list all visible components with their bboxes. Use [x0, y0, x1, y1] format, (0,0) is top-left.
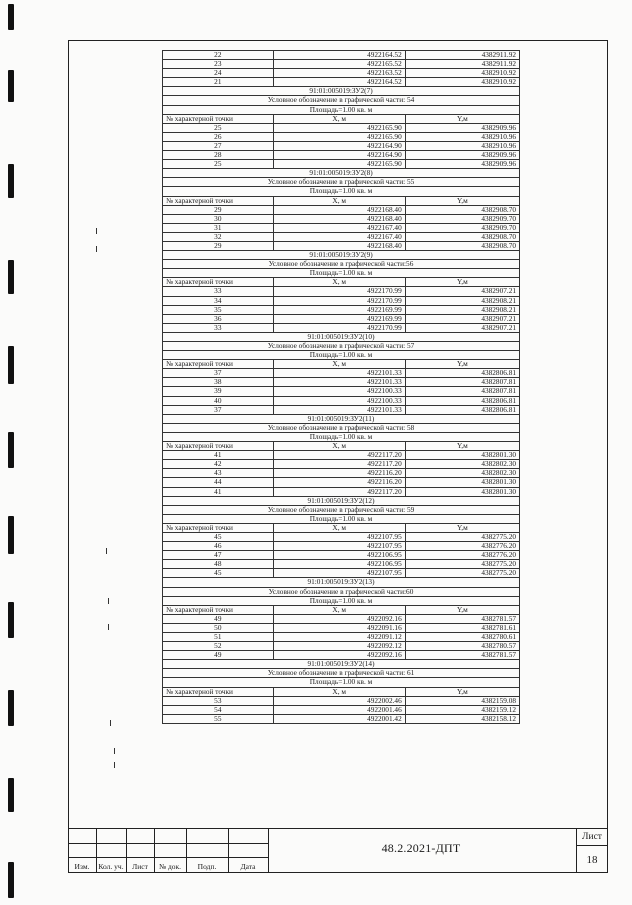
- point-number: 30: [163, 214, 274, 223]
- x-coordinate: 4922107.95: [273, 532, 405, 541]
- table-row: [163, 132, 520, 141]
- y-coordinate: 4382909.70: [405, 223, 519, 232]
- header-point: № характерной точки: [163, 278, 274, 287]
- y-coordinate: 4382159.08: [405, 696, 519, 705]
- header-y: Y,м: [405, 442, 519, 451]
- point-number: 35: [163, 305, 274, 314]
- graphic-designation-row: [163, 587, 520, 596]
- table-row: [163, 60, 520, 69]
- area-label-row: [163, 514, 520, 523]
- y-coordinate: 4382780.57: [405, 642, 519, 651]
- y-coordinate: 4382806.81: [405, 369, 519, 378]
- y-coordinate: 4382909.70: [405, 214, 519, 223]
- y-coordinate: 4382781.57: [405, 651, 519, 660]
- header-point: № характерной точки: [163, 687, 274, 696]
- x-coordinate: 4922101.33: [273, 369, 405, 378]
- table-row: [163, 405, 520, 414]
- point-number: 53: [163, 696, 274, 705]
- header-x: X, м: [273, 442, 405, 451]
- table-row: [163, 387, 520, 396]
- y-coordinate: 4382908.21: [405, 296, 519, 305]
- x-coordinate: 4922001.42: [273, 714, 405, 723]
- graphic-designation-row: [163, 96, 520, 105]
- y-coordinate: 4382910.92: [405, 78, 519, 87]
- header-x: X, м: [273, 687, 405, 696]
- table-row: [163, 542, 520, 551]
- cadastral-number: 91:01:005019:ЗУ2(13): [163, 578, 520, 587]
- area-label-row: [163, 432, 520, 441]
- x-coordinate: 4922100.33: [273, 396, 405, 405]
- x-coordinate: 4922116.20: [273, 478, 405, 487]
- x-coordinate: 4922167.40: [273, 232, 405, 241]
- x-coordinate: 4922002.46: [273, 696, 405, 705]
- y-coordinate: 4382910.96: [405, 132, 519, 141]
- header-point: № характерной точки: [163, 196, 274, 205]
- x-coordinate: 4922101.33: [273, 378, 405, 387]
- table-row: [163, 705, 520, 714]
- cadastral-number-row: [163, 87, 520, 96]
- table-row: [163, 469, 520, 478]
- point-number: 22: [163, 51, 274, 60]
- point-number: 38: [163, 378, 274, 387]
- x-coordinate: 4922001.46: [273, 705, 405, 714]
- sheet-label: Лист: [582, 832, 602, 842]
- x-coordinate: 4922164.90: [273, 151, 405, 160]
- area-label: Площадь=1.00 кв. м: [163, 187, 520, 196]
- table-row: [163, 78, 520, 87]
- stamp-label-date: Дата: [240, 862, 256, 871]
- table-row: [163, 651, 520, 660]
- y-coordinate: 4382807.81: [405, 387, 519, 396]
- y-coordinate: 4382780.61: [405, 633, 519, 642]
- y-coordinate: 4382909.96: [405, 160, 519, 169]
- area-label-row: [163, 351, 520, 360]
- header-point: № характерной точки: [163, 605, 274, 614]
- x-coordinate: 4922100.33: [273, 387, 405, 396]
- table-row: [163, 451, 520, 460]
- area-label-row: [163, 187, 520, 196]
- stamp-label-change: Изм.: [74, 862, 90, 871]
- coordinates-table: [162, 50, 520, 724]
- y-coordinate: 4382159.12: [405, 705, 519, 714]
- point-number: 55: [163, 714, 274, 723]
- x-coordinate: 4922117.20: [273, 487, 405, 496]
- table-row: [163, 614, 520, 623]
- table-row: [163, 696, 520, 705]
- area-label: Площадь=1.00 кв. м: [163, 105, 520, 114]
- area-label: Площадь=1.00 кв. м: [163, 596, 520, 605]
- point-number: 44: [163, 478, 274, 487]
- y-coordinate: 4382911.92: [405, 60, 519, 69]
- table-header-row: [163, 278, 520, 287]
- header-x: X, м: [273, 278, 405, 287]
- x-coordinate: 4922092.12: [273, 642, 405, 651]
- x-coordinate: 4922101.33: [273, 405, 405, 414]
- point-number: 50: [163, 623, 274, 632]
- y-coordinate: 4382801.30: [405, 487, 519, 496]
- graphic-designation: Условное обозначение в графической части: 57: [163, 342, 520, 351]
- table-row: [163, 51, 520, 60]
- point-number: 34: [163, 296, 274, 305]
- x-coordinate: 4922091.12: [273, 633, 405, 642]
- coordinates-table-wrapper: [162, 50, 520, 724]
- table-row: [163, 714, 520, 723]
- y-coordinate: 4382910.92: [405, 69, 519, 78]
- area-label: Площадь=1.00 кв. м: [163, 432, 520, 441]
- area-label: Площадь=1.00 кв. м: [163, 678, 520, 687]
- table-row: [163, 232, 520, 241]
- stamp-label-sheet: Лист: [132, 862, 148, 871]
- table-row: [163, 623, 520, 632]
- x-coordinate: 4922116.20: [273, 469, 405, 478]
- table-header-row: [163, 605, 520, 614]
- graphic-designation-row: [163, 178, 520, 187]
- x-coordinate: 4922092.16: [273, 651, 405, 660]
- point-number: 37: [163, 405, 274, 414]
- header-x: X, м: [273, 196, 405, 205]
- table-row: [163, 314, 520, 323]
- graphic-designation: Условное обозначение в графической части:56: [163, 260, 520, 269]
- graphic-designation: Условное обозначение в графической части: 55: [163, 178, 520, 187]
- header-point: № характерной точки: [163, 442, 274, 451]
- table-row: [163, 569, 520, 578]
- x-coordinate: 4922107.95: [273, 542, 405, 551]
- point-number: 37: [163, 369, 274, 378]
- cadastral-number: 91:01:005019:ЗУ2(9): [163, 251, 520, 260]
- point-number: 49: [163, 651, 274, 660]
- table-header-row: [163, 114, 520, 123]
- table-row: [163, 287, 520, 296]
- x-coordinate: 4922106.95: [273, 551, 405, 560]
- table-row: [163, 460, 520, 469]
- point-number: 25: [163, 160, 274, 169]
- graphic-designation: Условное обозначение в графической части: 54: [163, 96, 520, 105]
- point-number: 48: [163, 560, 274, 569]
- point-number: 21: [163, 78, 274, 87]
- graphic-designation-row: [163, 505, 520, 514]
- x-coordinate: 4922092.16: [273, 614, 405, 623]
- header-y: Y,м: [405, 605, 519, 614]
- y-coordinate: 4382802.30: [405, 460, 519, 469]
- point-number: 39: [163, 387, 274, 396]
- x-coordinate: 4922107.95: [273, 569, 405, 578]
- header-point: № характерной точки: [163, 360, 274, 369]
- y-coordinate: 4382801.30: [405, 478, 519, 487]
- stamp-label-doc-number: № док.: [158, 862, 182, 871]
- table-row: [163, 323, 520, 332]
- graphic-designation: Условное обозначение в графической части: 59: [163, 505, 520, 514]
- point-number: 52: [163, 642, 274, 651]
- y-coordinate: 4382907.21: [405, 287, 519, 296]
- y-coordinate: 4382807.81: [405, 378, 519, 387]
- area-label-row: [163, 678, 520, 687]
- x-coordinate: 4922168.40: [273, 241, 405, 250]
- x-coordinate: 4922165.90: [273, 160, 405, 169]
- y-coordinate: 4382910.96: [405, 141, 519, 150]
- x-coordinate: 4922169.99: [273, 305, 405, 314]
- point-number: 33: [163, 287, 274, 296]
- point-number: 45: [163, 569, 274, 578]
- point-number: 26: [163, 132, 274, 141]
- x-coordinate: 4922164.52: [273, 78, 405, 87]
- y-coordinate: 4382802.30: [405, 469, 519, 478]
- point-number: 25: [163, 123, 274, 132]
- cadastral-number-row: [163, 251, 520, 260]
- area-label: Площадь=1.00 кв. м: [163, 351, 520, 360]
- header-y: Y,м: [405, 278, 519, 287]
- header-point: № характерной точки: [163, 523, 274, 532]
- x-coordinate: 4922170.99: [273, 296, 405, 305]
- point-number: 46: [163, 542, 274, 551]
- y-coordinate: 4382781.57: [405, 614, 519, 623]
- x-coordinate: 4922167.40: [273, 223, 405, 232]
- y-coordinate: 4382806.81: [405, 405, 519, 414]
- graphic-designation-row: [163, 669, 520, 678]
- point-number: 31: [163, 223, 274, 232]
- header-y: Y,м: [405, 360, 519, 369]
- x-coordinate: 4922165.90: [273, 123, 405, 132]
- point-number: 33: [163, 323, 274, 332]
- y-coordinate: 4382909.96: [405, 151, 519, 160]
- y-coordinate: 4382806.81: [405, 396, 519, 405]
- cadastral-number: 91:01:005019:ЗУ2(7): [163, 87, 520, 96]
- table-row: [163, 123, 520, 132]
- table-row: [163, 487, 520, 496]
- table-row: [163, 633, 520, 642]
- point-number: 54: [163, 705, 274, 714]
- table-row: [163, 214, 520, 223]
- graphic-designation: Условное обозначение в графической части:60: [163, 587, 520, 596]
- y-coordinate: 4382907.21: [405, 323, 519, 332]
- stamp-label-signature: Подп.: [197, 862, 217, 871]
- x-coordinate: 4922091.16: [273, 623, 405, 632]
- table-row: [163, 560, 520, 569]
- sheet-number: 18: [586, 854, 598, 866]
- area-label-row: [163, 596, 520, 605]
- header-x: X, м: [273, 605, 405, 614]
- graphic-designation-row: [163, 423, 520, 432]
- y-coordinate: 4382907.21: [405, 314, 519, 323]
- header-x: X, м: [273, 114, 405, 123]
- document-code: 48.2.2021-ДПТ: [381, 841, 461, 855]
- y-coordinate: 4382775.20: [405, 569, 519, 578]
- point-number: 24: [163, 69, 274, 78]
- area-label: Площадь=1.00 кв. м: [163, 514, 520, 523]
- y-coordinate: 4382911.92: [405, 51, 519, 60]
- point-number: 41: [163, 487, 274, 496]
- cadastral-number-row: [163, 496, 520, 505]
- point-number: 42: [163, 460, 274, 469]
- x-coordinate: 4922117.20: [273, 451, 405, 460]
- x-coordinate: 4922165.52: [273, 60, 405, 69]
- point-number: 27: [163, 141, 274, 150]
- x-coordinate: 4922164.90: [273, 141, 405, 150]
- table-header-row: [163, 523, 520, 532]
- cadastral-number: 91:01:005019:ЗУ2(8): [163, 169, 520, 178]
- x-coordinate: 4922163.52: [273, 69, 405, 78]
- header-x: X, м: [273, 360, 405, 369]
- point-number: 28: [163, 151, 274, 160]
- table-row: [163, 296, 520, 305]
- y-coordinate: 4382908.70: [405, 232, 519, 241]
- y-coordinate: 4382801.30: [405, 451, 519, 460]
- table-header-row: [163, 442, 520, 451]
- table-row: [163, 378, 520, 387]
- x-coordinate: 4922168.40: [273, 205, 405, 214]
- header-y: Y,м: [405, 114, 519, 123]
- table-row: [163, 551, 520, 560]
- table-row: [163, 369, 520, 378]
- x-coordinate: 4922170.99: [273, 287, 405, 296]
- point-number: 51: [163, 633, 274, 642]
- y-coordinate: 4382776.20: [405, 551, 519, 560]
- cadastral-number-row: [163, 169, 520, 178]
- header-y: Y,м: [405, 687, 519, 696]
- table-row: [163, 241, 520, 250]
- header-y: Y,м: [405, 523, 519, 532]
- point-number: 29: [163, 241, 274, 250]
- cadastral-number-row: [163, 332, 520, 341]
- y-coordinate: 4382908.21: [405, 305, 519, 314]
- graphic-designation: Условное обозначение в графической части: 58: [163, 423, 520, 432]
- area-label-row: [163, 105, 520, 114]
- header-y: Y,м: [405, 196, 519, 205]
- y-coordinate: 4382908.70: [405, 205, 519, 214]
- y-coordinate: 4382775.20: [405, 560, 519, 569]
- stamp-label-count: Кол. уч.: [98, 862, 124, 871]
- table-header-row: [163, 196, 520, 205]
- header-point: № характерной точки: [163, 114, 274, 123]
- table-row: [163, 478, 520, 487]
- cadastral-number-row: [163, 414, 520, 423]
- table-row: [163, 160, 520, 169]
- y-coordinate: 4382781.61: [405, 623, 519, 632]
- point-number: 43: [163, 469, 274, 478]
- header-x: X, м: [273, 523, 405, 532]
- table-row: [163, 532, 520, 541]
- table-row: [163, 205, 520, 214]
- area-label-row: [163, 269, 520, 278]
- x-coordinate: 4922106.95: [273, 560, 405, 569]
- cadastral-number: 91:01:005019:ЗУ2(14): [163, 660, 520, 669]
- x-coordinate: 4922165.90: [273, 132, 405, 141]
- point-number: 45: [163, 532, 274, 541]
- table-row: [163, 223, 520, 232]
- table-header-row: [163, 687, 520, 696]
- y-coordinate: 4382909.96: [405, 123, 519, 132]
- graphic-designation-row: [163, 260, 520, 269]
- table-row: [163, 141, 520, 150]
- point-number: 32: [163, 232, 274, 241]
- x-coordinate: 4922170.99: [273, 323, 405, 332]
- point-number: 47: [163, 551, 274, 560]
- y-coordinate: 4382776.20: [405, 542, 519, 551]
- x-coordinate: 4922169.99: [273, 314, 405, 323]
- area-label: Площадь=1.00 кв. м: [163, 269, 520, 278]
- y-coordinate: 4382158.12: [405, 714, 519, 723]
- cadastral-number: 91:01:005019:ЗУ2(12): [163, 496, 520, 505]
- y-coordinate: 4382775.20: [405, 532, 519, 541]
- graphic-designation-row: [163, 342, 520, 351]
- table-row: [163, 305, 520, 314]
- cadastral-number-row: [163, 660, 520, 669]
- title-block: [68, 828, 608, 873]
- point-number: 29: [163, 205, 274, 214]
- table-row: [163, 151, 520, 160]
- table-row: [163, 642, 520, 651]
- point-number: 41: [163, 451, 274, 460]
- point-number: 49: [163, 614, 274, 623]
- x-coordinate: 4922117.20: [273, 460, 405, 469]
- point-number: 36: [163, 314, 274, 323]
- graphic-designation: Условное обозначение в графической части: 61: [163, 669, 520, 678]
- point-number: 40: [163, 396, 274, 405]
- point-number: 23: [163, 60, 274, 69]
- x-coordinate: 4922164.52: [273, 51, 405, 60]
- x-coordinate: 4922168.40: [273, 214, 405, 223]
- cadastral-number: 91:01:005019:ЗУ2(11): [163, 414, 520, 423]
- y-coordinate: 4382908.70: [405, 241, 519, 250]
- cadastral-number: 91:01:005019:ЗУ2(10): [163, 332, 520, 341]
- table-header-row: [163, 360, 520, 369]
- table-row: [163, 69, 520, 78]
- cadastral-number-row: [163, 578, 520, 587]
- table-row: [163, 396, 520, 405]
